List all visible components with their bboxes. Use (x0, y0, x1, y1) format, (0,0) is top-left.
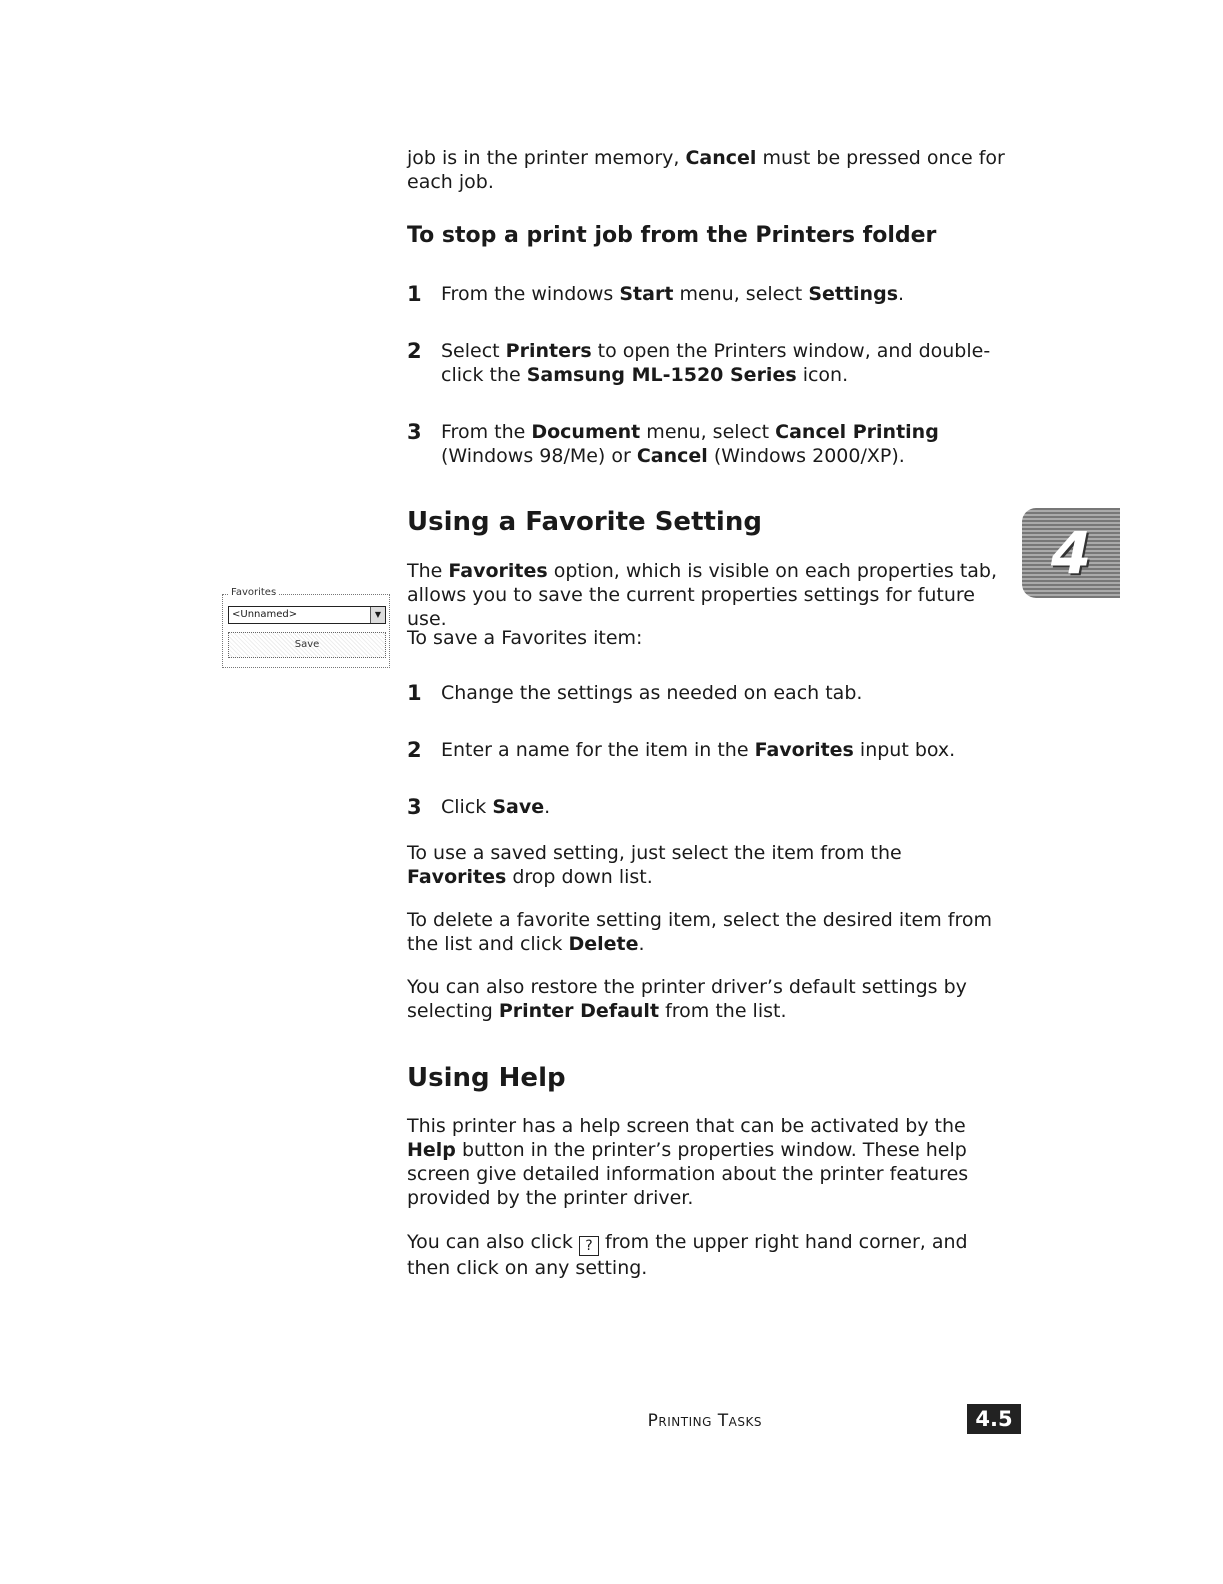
favorites-title: Favorites (228, 586, 279, 600)
help-heading: Using Help (407, 1063, 566, 1093)
favorite-heading: Using a Favorite Setting (407, 507, 762, 537)
footer-section-label: Printing Tasks (647, 1411, 762, 1431)
favorites-widget (222, 586, 390, 668)
favorites-save-button[interactable]: Save (228, 632, 386, 658)
favorites-selected-value: <Unnamed> (232, 609, 298, 620)
help-click-paragraph: You can also click ? from the upper right hand corner, and then click on any setting. (407, 1231, 968, 1279)
favorite-step-2: 2 Enter a name for the item in the Favorites input box. (407, 738, 956, 762)
intro-paragraph: job is in the printer memory, Cancel must be pressed once for each job. (407, 147, 1005, 193)
chevron-down-icon[interactable]: ▼ (370, 607, 385, 623)
favorites-dropdown[interactable] (228, 606, 386, 624)
stop-step-2: 2 Select Printers to open the Printers window, and double-click the Samsung ML-1520 Series icon. (407, 339, 991, 386)
chapter-tab (1022, 508, 1120, 598)
stop-step-1: 1 From the windows Start menu, select Settings. (407, 282, 905, 306)
stop-step-3: 3 From the Document menu, select Cancel Printing (Windows 98/Me) or Cancel (Windows 2000/XP). (407, 420, 939, 467)
stop-job-heading: To stop a print job from the Printers folder (407, 223, 937, 248)
favorite-intro: The Favorites option, which is visible on each properties tab, allows you to save the current properties settings for future use. (407, 560, 998, 630)
favorite-step-3: 3 Click Save. (407, 795, 551, 819)
favorite-use-paragraph: To use a saved setting, just select the item from the Favorites drop down list. (407, 842, 902, 888)
help-question-icon: ? (579, 1236, 599, 1256)
chapter-number: 4 (1050, 519, 1092, 587)
favorite-restore-paragraph: You can also restore the printer driver’s default settings by selecting Printer Default from the list. (407, 976, 967, 1022)
favorite-delete-paragraph: To delete a favorite setting item, select the desired item from the list and click Delete. (407, 909, 993, 955)
favorite-step-1: 1 Change the settings as needed on each tab. (407, 681, 863, 705)
page-number: 4.5 (967, 1404, 1021, 1434)
favorite-save-intro: To save a Favorites item: (407, 627, 643, 649)
help-paragraph: This printer has a help screen that can be activated by the Help button in the printer’s properties window. These help screen give detailed information about the printer features provided by the printer driver. (407, 1115, 969, 1209)
